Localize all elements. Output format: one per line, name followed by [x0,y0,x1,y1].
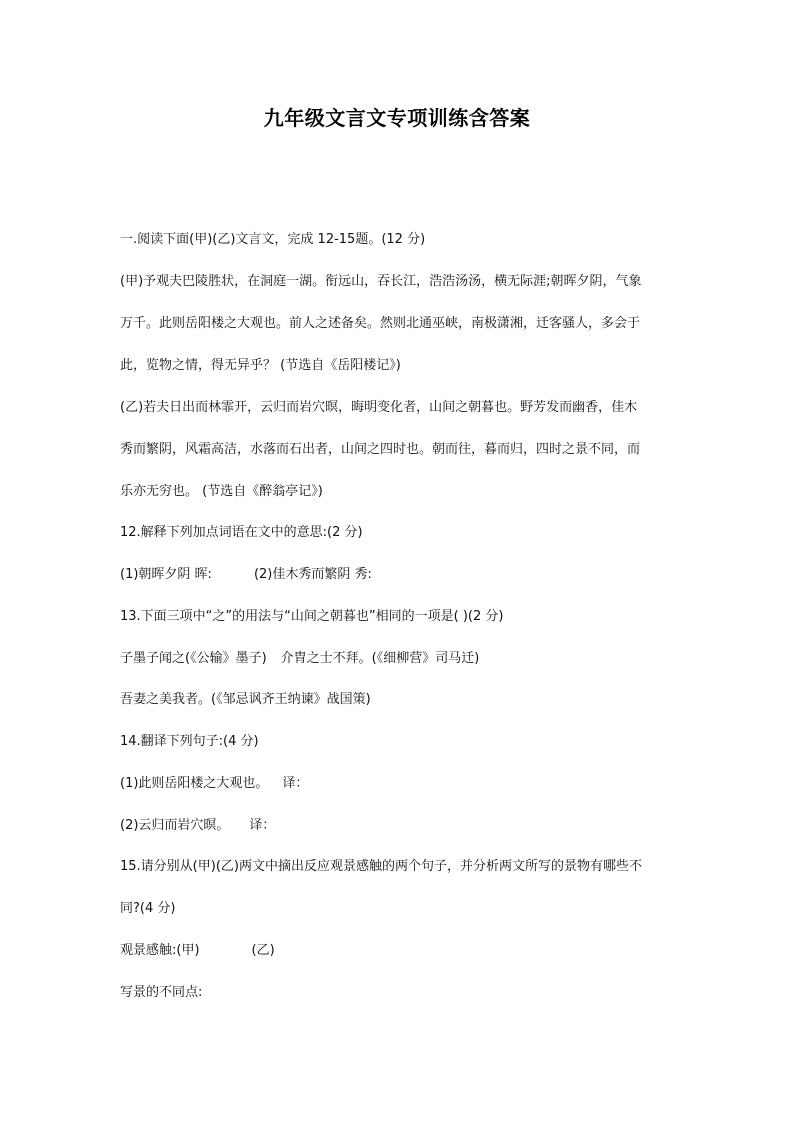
q14-sentence-2: (2)云归而岩穴暝。 [120,818,230,833]
question-15: 15.请分别从(甲)(乙)两文中摘出反应观景感触的两个句子，并分析两文所写的景物有哪些不 [120,859,642,874]
passage-yi-line-2: 秀而繁阴，风霜高洁，水落而石出者，山间之四时也。朝而往，暮而归，四时之景不同，而 [120,442,641,457]
question-14-item-1 [120,775,680,793]
q14-translation-label-2: 译： [249,818,276,833]
passage-yi-line-1: (乙)若夫日出而林霏开，云归而岩穴暝，晦明变化者，山间之朝暮也。野芳发而幽香，佳木 [120,400,638,415]
q13-option-a: 子墨子闻之(《公输》墨子) [120,651,267,666]
question-15-feelings [120,942,680,960]
q12-item-1: (1)朝晖夕阴 晖: [120,567,212,582]
q13-option-c: 吾妻之美我者。(《邹忌讽齐王纳谏》战国策) [120,692,371,707]
question-13: 13.下面三项中“之”的用法与“山间之朝暮也”相同的一项是( )(2 分) [120,609,504,624]
passage-jia-line-3: 此，览物之情，得无异乎？ (节选自《岳阳楼记》) [120,358,401,373]
passage-jia-line-1: (甲)予观夫巴陵胜状，在洞庭一湖。衔远山，吞长江，浩浩汤汤，横无际涯;朝晖夕阴，气象 [120,274,642,289]
question-13-options [120,650,680,668]
q14-translation-label-1: 译： [282,776,309,791]
q12-item-2: (2)佳木秀而繁阴 秀: [253,567,372,582]
question-12: 12.解释下列加点词语在文中的意思:(2 分) [120,525,363,540]
q13-option-b: 介胄之士不拜。(《细柳营》司马迁) [280,651,480,666]
passage-yi-line-3: 乐亦无穷也。 (节选自《醉翁亭记》) [120,484,323,499]
q15-label-yi: (乙) [251,943,275,958]
section-heading: 一.阅读下面(甲)(乙)文言文，完成 12-15题。(12 分) [120,232,426,247]
question-15-cont: 同?(4 分) [120,901,176,916]
question-14: 14.翻译下列句子:(4 分) [120,734,259,749]
question-14-item-2 [120,817,680,835]
q15-label-jia: 观景感触:(甲) [120,943,200,958]
q14-sentence-1: (1)此则岳阳楼之大观也。 [120,776,269,791]
question-12-items [120,566,680,584]
passage-jia-line-2: 万千。此则岳阳楼之大观也。前人之述备矣。然则北通巫峡，南极潇湘，迁客骚人，多会于 [120,316,641,331]
question-15-differences: 写景的不同点: [120,985,203,1000]
document-title: 九年级文言文专项训练含答案 [263,106,531,130]
